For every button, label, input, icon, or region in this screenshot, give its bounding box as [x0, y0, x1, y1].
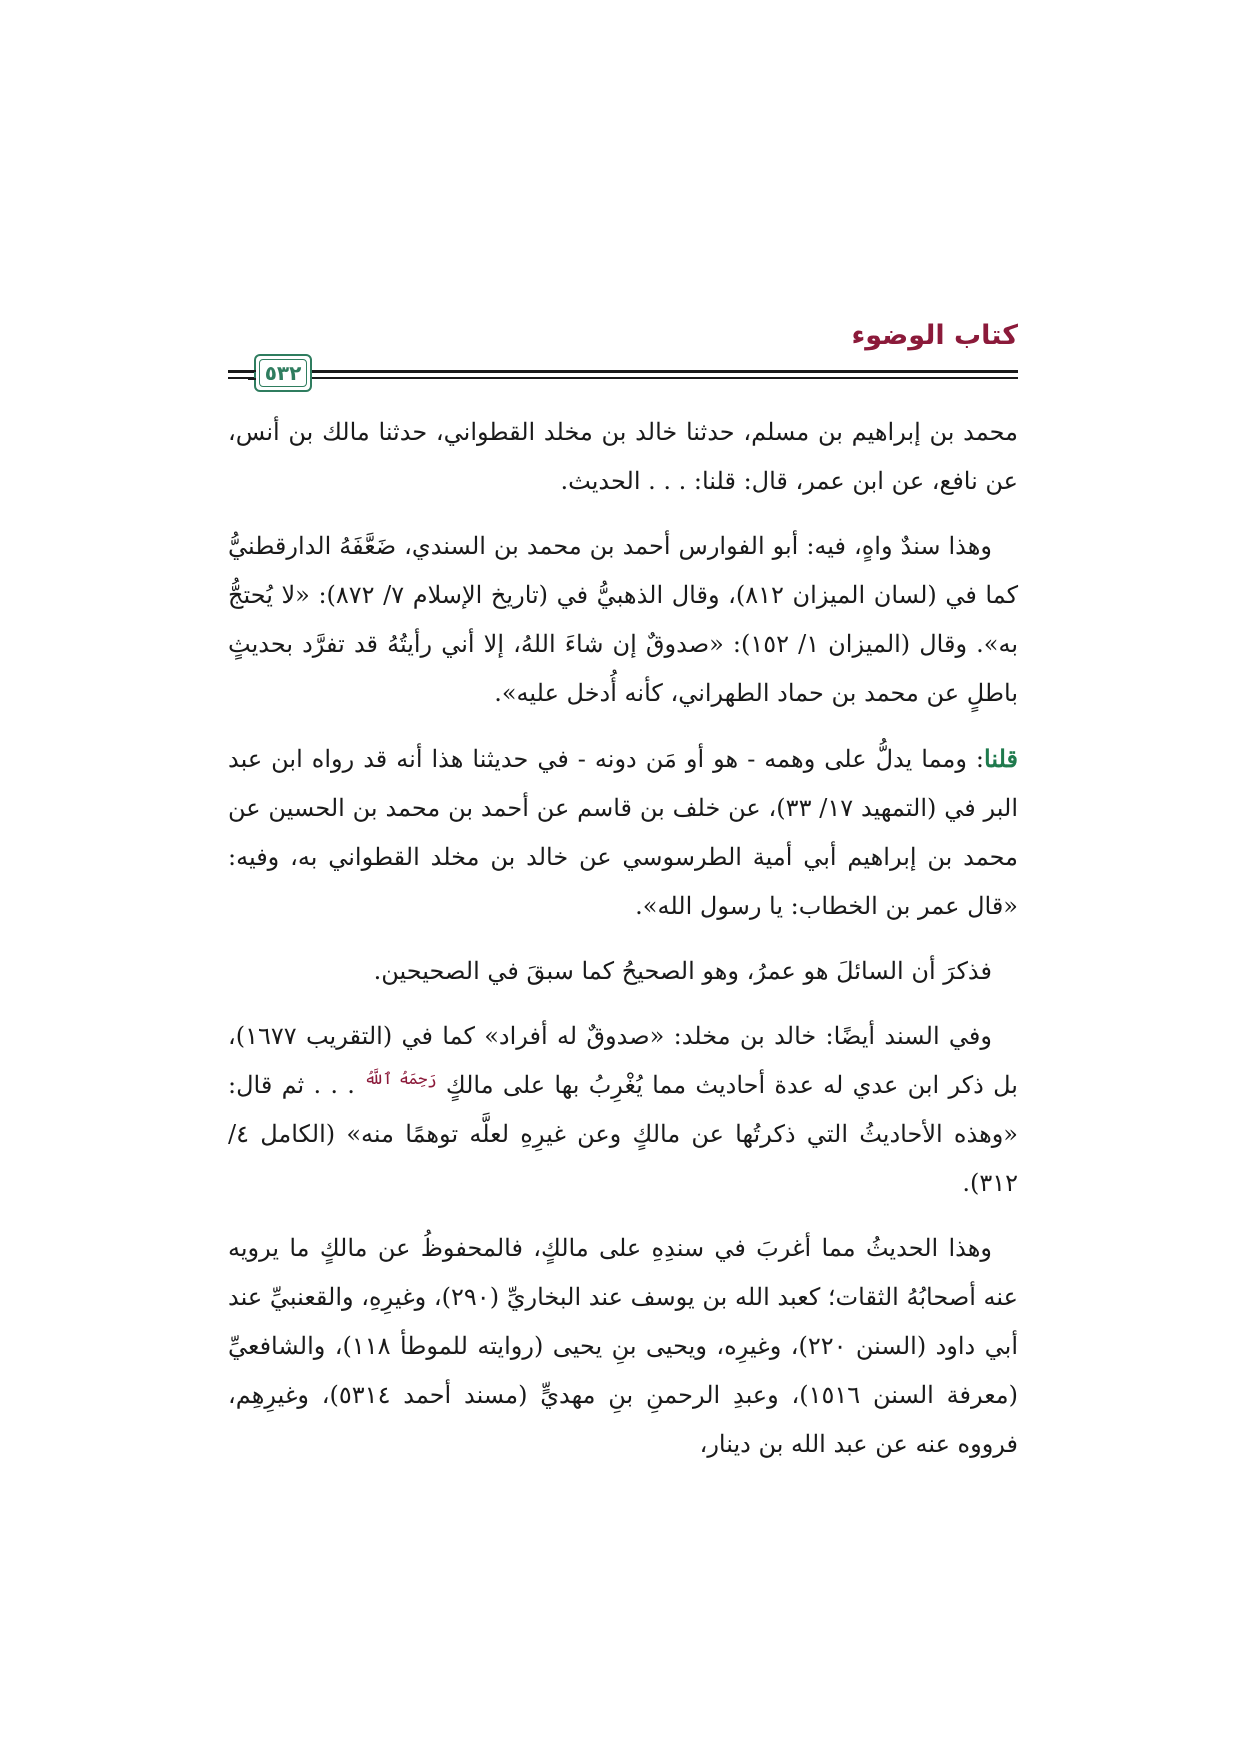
- paragraph-5: [228, 1012, 1018, 1208]
- page-number: ٥٣٢: [264, 361, 302, 385]
- paragraph-4: فذكرَ أن السائلَ هو عمرُ، وهو الصحيحُ كما سبقَ في الصحيحين.: [373, 957, 992, 985]
- paragraph-3: [228, 734, 1018, 931]
- book-title: كتاب الوضوء: [851, 320, 1018, 351]
- paragraph-5-text-end: . . . ثم قال: «وهذه الأحاديثُ التي ذكرتُها عن مالكٍ وعن غيرِهِ لعلَّه توهمًا منه» (الكامل ٤/ ٣١٢).: [228, 1071, 1018, 1197]
- honorific-mark: رَحِمَهُ ٱللَّهُ: [364, 1069, 437, 1088]
- paragraph-2: وهذا سندٌ واهٍ، فيه: أبو الفوارس أحمد بن محمد بن السندي، ضَعَّفَهُ الدارقطنيُّ كما في (لسان الميزان ٨١٢)، وقال الذهبيُّ في (تاريخ الإسلام ٧/ ٨٧٢): «لا يُحتجُّ به». وقال (الميزان ١/ ١٥٢): «صدوقٌ إن شاءَ اللهُ، إلا أني رأيتُهُ قد تفرَّد بحديثٍ باطلٍ عن محمد بن حماد الطهراني، كأنه أُدخل عليه».: [228, 532, 1019, 707]
- qulna-label: قلنا: [984, 744, 1018, 773]
- header-rule-thick: [228, 370, 1018, 373]
- header-rule-thin: [228, 377, 1018, 379]
- paragraph-6: وهذا الحديثُ مما أغربَ في سندِهِ على مالكٍ، فالمحفوظُ عن مالكٍ ما يرويه عنه أصحابُهُ الثقات؛ كعبد الله بن يوسف عند البخاريِّ (٢٩٠)، وغيرِهِ، والقعنبيِّ عند أبي داود (السنن ٢٢٠)، وغيرِه، ويحيى بنِ يحيى (روايته للموطأ ١١٨)، والشافعيِّ (معرفة السنن ١٥١٦)، وعبدِ الرحمنِ بنِ مهديٍّ (مسند أحمد ٥٣١٤)، وغيرِهِم، فرووه عنه عن عبد الله بن دينار،: [228, 1234, 1018, 1458]
- paragraph-3-text: : ومما يدلُّ على وهمه - هو أو مَن دونه - في حديثنا هذا أنه قد رواه ابن عبد البر في (التمهيد ١٧/ ٣٣)، عن خلف بن قاسم عن أحمد بن محمد بن الحسين عن محمد بن إبراهيم أبي أمية الطرسوسي عن خالد بن مخلد القطواني به، وفيه: «قال عمر بن الخطاب: يا رسول الله».: [228, 745, 1019, 920]
- page-body: [228, 408, 1018, 1485]
- page-number-badge: [254, 354, 312, 392]
- paragraph-1: محمد بن إبراهيم بن مسلم، حدثنا خالد بن مخلد القطواني، حدثنا مالك بن أنس، عن نافع، عن ابن عمر، قال: قلنا: . . . الحديث.: [228, 418, 1018, 495]
- paragraph-5-text-start: وفي السند أيضًا: خالد بن مخلد: «صدوقٌ له أفراد» كما في (التقريب ١٦٧٧)، بل ذكر ابن عدي له عدة أحاديث مما يُغْرِبُ بها على مالكٍ: [228, 1022, 1018, 1099]
- page-header: [228, 318, 1018, 398]
